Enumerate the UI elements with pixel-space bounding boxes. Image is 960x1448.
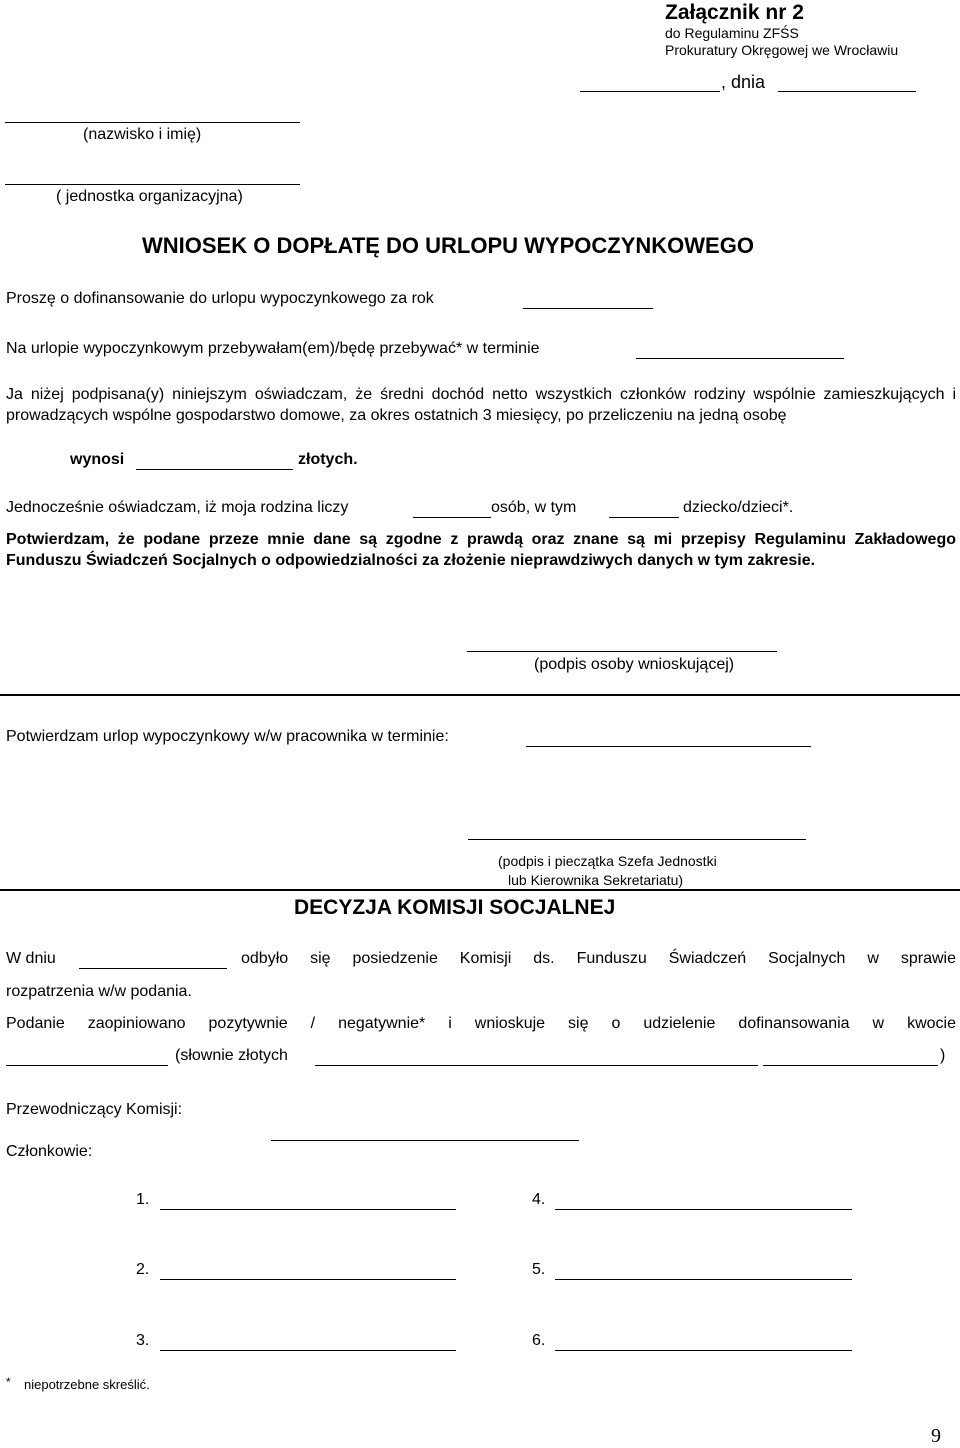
vacation-term-field[interactable] (636, 358, 844, 359)
member-signature-field[interactable] (555, 1350, 852, 1351)
name-caption: (nazwisko i imię) (83, 126, 202, 143)
meeting-day-prefix: W dniu (6, 950, 56, 967)
supervisor-confirm-label: Potwierdzam urlop wypoczynkowy w/w pracownika w terminie: (6, 728, 449, 745)
member-signature-field[interactable] (555, 1279, 852, 1280)
form-title: WNIOSEK O DOPŁATĘ DO URLOPU WYPOCZYNKOWEGO (142, 233, 754, 258)
opinion-statement: Podanie zaopiniowano pozytywnie / negatywnie* i wnioskuje się o udzielenie dofinansowania w kwocie (6, 1015, 956, 1032)
date-label: , dnia (721, 72, 766, 92)
children-count-field[interactable] (609, 517, 679, 518)
unit-field[interactable] (5, 184, 300, 185)
meeting-day-suffix: odbyło się posiedzenie Komisji ds. Funduszu Świadczeń Socjalnych w sprawie (241, 950, 956, 967)
amount-words-field-2[interactable] (763, 1065, 938, 1066)
attachment-title: Załącznik nr 2 (665, 1, 804, 24)
income-statement: Ja niżej podpisana(y) niniejszym oświadczam, że średni dochód netto wszystkich członków rodziny wspólnie zamieszkujących i prowadzących wspólne gospodarstwo domowe, za okres ostatnich 3 miesięcy, po przeliczeniu na jedną osobę (6, 386, 956, 424)
amount-words-field[interactable] (315, 1065, 758, 1066)
amount-suffix: złotych. (298, 451, 358, 468)
supervisor-signature-caption-2: lub Kierownika Sekretariatu) (508, 872, 684, 888)
amount-words-close: ) (940, 1047, 946, 1064)
footnote-text: niepotrzebne skreślić. (24, 1377, 150, 1392)
date-field[interactable] (778, 91, 916, 92)
family-size-field[interactable] (413, 517, 491, 518)
footnote-mark: * (6, 1375, 11, 1389)
family-middle: osób, w tym (491, 499, 577, 516)
member-number: 4. (532, 1191, 546, 1208)
member-number: 2. (136, 1261, 150, 1278)
member-signature-field[interactable] (160, 1350, 456, 1351)
member-signature-field[interactable] (555, 1209, 852, 1210)
page-number: 9 (931, 1425, 941, 1447)
place-field[interactable] (580, 91, 720, 92)
section-divider-2 (0, 889, 960, 891)
unit-caption: ( jednostka organizacyjna) (56, 188, 243, 205)
year-field[interactable] (523, 308, 653, 309)
name-field[interactable] (5, 122, 300, 123)
meeting-day-field[interactable] (79, 968, 227, 969)
amount-words-label: (słownie złotych (175, 1047, 288, 1064)
income-field[interactable] (136, 469, 293, 470)
member-number: 3. (136, 1332, 150, 1349)
applicant-signature-caption: (podpis osoby wnioskującej) (534, 656, 735, 673)
member-number: 1. (136, 1191, 150, 1208)
family-prefix: Jednocześnie oświadczam, iż moja rodzina liczy (6, 499, 349, 516)
supervisor-term-field[interactable] (526, 746, 811, 747)
amount-prefix: wynosi (70, 451, 125, 468)
vacation-term-label: Na urlopie wypoczynkowym przebywałam(em)/będę przebywać* w terminie (6, 340, 540, 357)
supervisor-signature-field[interactable] (468, 839, 806, 840)
attachment-subtitle-1: do Regulaminu ZFŚS (665, 25, 799, 41)
meeting-day-continuation: rozpatrzenia w/w podania. (6, 983, 192, 1000)
member-signature-field[interactable] (160, 1279, 456, 1280)
section-divider-1 (0, 694, 960, 696)
member-number: 6. (532, 1332, 546, 1349)
member-signature-field[interactable] (160, 1209, 456, 1210)
family-suffix: dziecko/dzieci*. (683, 499, 794, 516)
attachment-subtitle-2: Prokuratury Okręgowej we Wrocławiu (665, 42, 899, 58)
members-label: Członkowie: (6, 1143, 93, 1160)
year-request-label: Proszę o dofinansowanie do urlopu wypoczynkowego za rok (6, 290, 434, 307)
decision-title: DECYZJA KOMISJI SOCJALNEJ (294, 896, 616, 919)
chair-signature-field[interactable] (271, 1140, 579, 1141)
amount-field[interactable] (6, 1065, 168, 1066)
member-number: 5. (532, 1261, 546, 1278)
confirmation-statement: Potwierdzam, że podane przeze mnie dane są zgodne z prawdą oraz znane są mi przepisy Regulaminu Zakładowego Funduszu Świadczeń Socjalnych o odpowiedzialności za złożenie nieprawdziwych danych w tym zakresie. (6, 531, 956, 569)
supervisor-signature-caption-1: (podpis i pieczątka Szefa Jednostki (498, 853, 717, 869)
applicant-signature-field[interactable] (467, 651, 777, 652)
chair-label: Przewodniczący Komisji: (6, 1101, 183, 1118)
